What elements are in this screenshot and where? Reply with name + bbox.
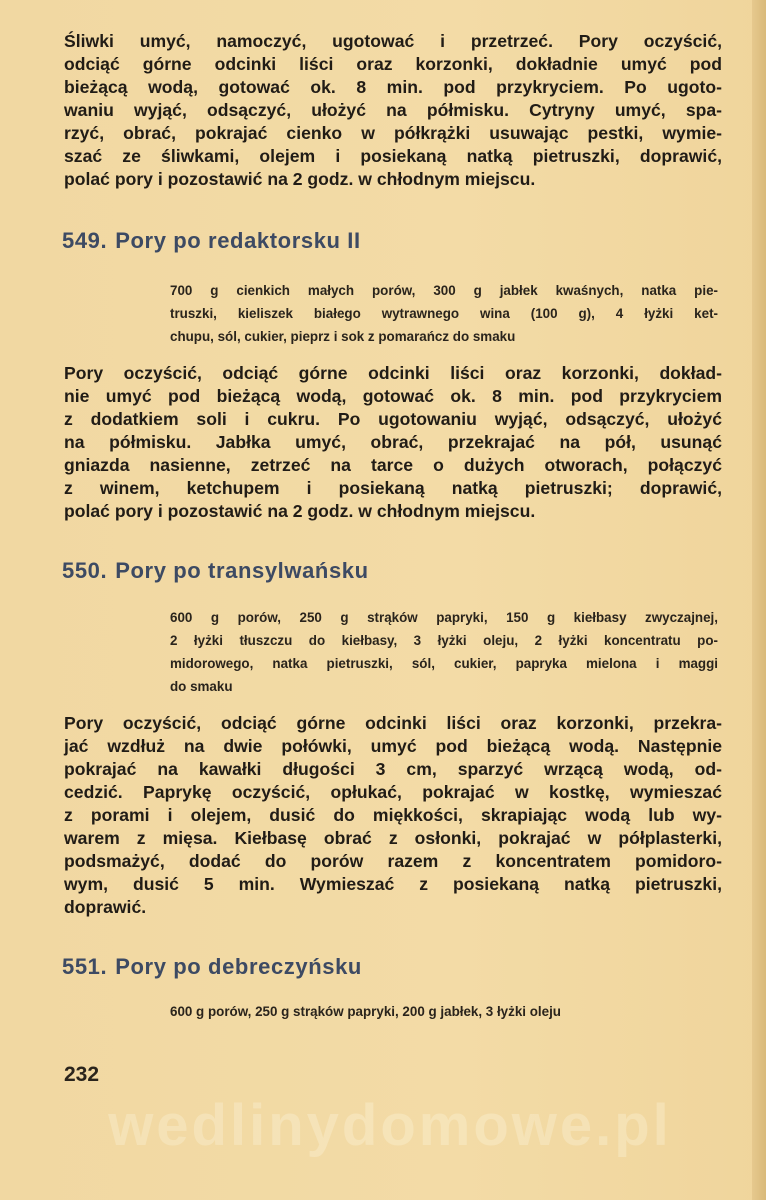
text-line: cedzić. Paprykę oczyścić, opłukać, pokrajać w kostkę, wymieszać	[64, 782, 722, 802]
text-line: waniu wyjąć, odsączyć, ułożyć na półmisku. Cytryny umyć, spa-	[64, 100, 722, 120]
recipe-title-551	[62, 954, 362, 980]
ingredient-line: 2 łyżki tłuszczu do kiełbasy, 3 łyżki oleju, 2 łyżki koncentratu po-	[170, 633, 718, 648]
text-line: szać ze śliwkami, olejem i posiekaną natką pietruszki, doprawić,	[64, 146, 722, 166]
watermark: wedlinydomowe.pl	[108, 1093, 672, 1158]
text-line: wym, dusić 5 min. Wymieszać z posiekaną natką pietruszki,	[64, 874, 722, 894]
intro-paragraph	[64, 30, 722, 191]
recipe-title-550	[62, 558, 369, 584]
recipe-551-ingredients	[170, 1000, 718, 1023]
text-line: Pory oczyścić, odciąć górne odcinki liści oraz korzonki, dokład-	[64, 363, 722, 383]
text-line: Śliwki umyć, namoczyć, ugotować i przetrzeć. Pory oczyścić,	[64, 31, 722, 51]
ingredient-line: chupu, sól, cukier, pieprz i sok z pomarańcz do smaku	[170, 329, 516, 344]
text-line: doprawić.	[64, 897, 147, 917]
page-number: 232	[64, 1063, 100, 1086]
recipe-title-549	[62, 228, 361, 254]
text-line: odciąć górne odcinki liści oraz korzonki, dokładnie umyć pod	[64, 54, 722, 74]
ingredient-line: midorowego, natka pietruszki, sól, cukier, papryka mielona i maggi	[170, 656, 718, 671]
text-line: z winem, ketchupem i posiekaną natką pietruszki; doprawić,	[64, 478, 722, 498]
ingredient-line: do smaku	[170, 679, 233, 694]
recipe-number: 551.	[62, 954, 108, 979]
recipe-number: 549.	[62, 228, 108, 253]
text-line: nie umyć pod bieżącą wodą, gotować ok. 8 min. pod przykryciem	[64, 386, 722, 406]
ingredient-line: 600 g porów, 250 g strąków papryki, 200 g jabłek, 3 łyżki oleju	[170, 1004, 561, 1019]
recipe-550-method	[64, 712, 722, 919]
ingredient-line: 600 g porów, 250 g strąków papryki, 150 g kiełbasy zwyczajnej,	[170, 610, 718, 625]
text-line: z porami i olejem, dusić do miękkości, skrapiając wodą lub wy-	[64, 805, 722, 825]
text-line: warem z mięsa. Kiełbasę obrać z osłonki, pokrajać w półplasterki,	[64, 828, 722, 848]
ingredient-line: truszki, kieliszek białego wytrawnego wina (100 g), 4 łyżki ket-	[170, 306, 718, 321]
text-line: gniazda nasienne, zetrzeć na tarce o dużych otworach, połączyć	[64, 455, 722, 475]
page-edge	[752, 0, 766, 1200]
text-line: Pory oczyścić, odciąć górne odcinki liści oraz korzonki, przekra-	[64, 713, 722, 733]
recipe-549-ingredients	[170, 279, 718, 348]
recipe-name: Pory po transylwańsku	[115, 558, 369, 583]
ingredient-line: 700 g cienkich małych porów, 300 g jabłek kwaśnych, natka pie-	[170, 283, 718, 298]
text-line: polać pory i pozostawić na 2 godz. w chłodnym miejscu.	[64, 501, 536, 521]
text-line: bieżącą wodą, gotować ok. 8 min. pod przykryciem. Po ugoto-	[64, 77, 722, 97]
recipe-name: Pory po redaktorsku II	[115, 228, 361, 253]
text-line: rzyć, obrać, pokrajać cienko w półkrążki usuwając pestki, wymie-	[64, 123, 722, 143]
recipe-549-method	[64, 362, 722, 523]
text-line: polać pory i pozostawić na 2 godz. w chłodnym miejscu.	[64, 169, 536, 189]
text-line: z dodatkiem soli i cukru. Po ugotowaniu wyjąć, odsączyć, ułożyć	[64, 409, 722, 429]
recipe-number: 550.	[62, 558, 108, 583]
text-line: podsmażyć, dodać do porów razem z koncentratem pomidoro-	[64, 851, 722, 871]
text-line: na półmisku. Jabłka umyć, obrać, przekrajać na pół, usunąć	[64, 432, 722, 452]
text-line: pokrajać na kawałki długości 3 cm, sparzyć wrzącą wodą, od-	[64, 759, 722, 779]
text-line: jać wzdłuż na dwie połówki, umyć pod bieżącą wodą. Następnie	[64, 736, 722, 756]
recipe-name: Pory po debreczyńsku	[115, 954, 362, 979]
recipe-550-ingredients	[170, 606, 718, 698]
